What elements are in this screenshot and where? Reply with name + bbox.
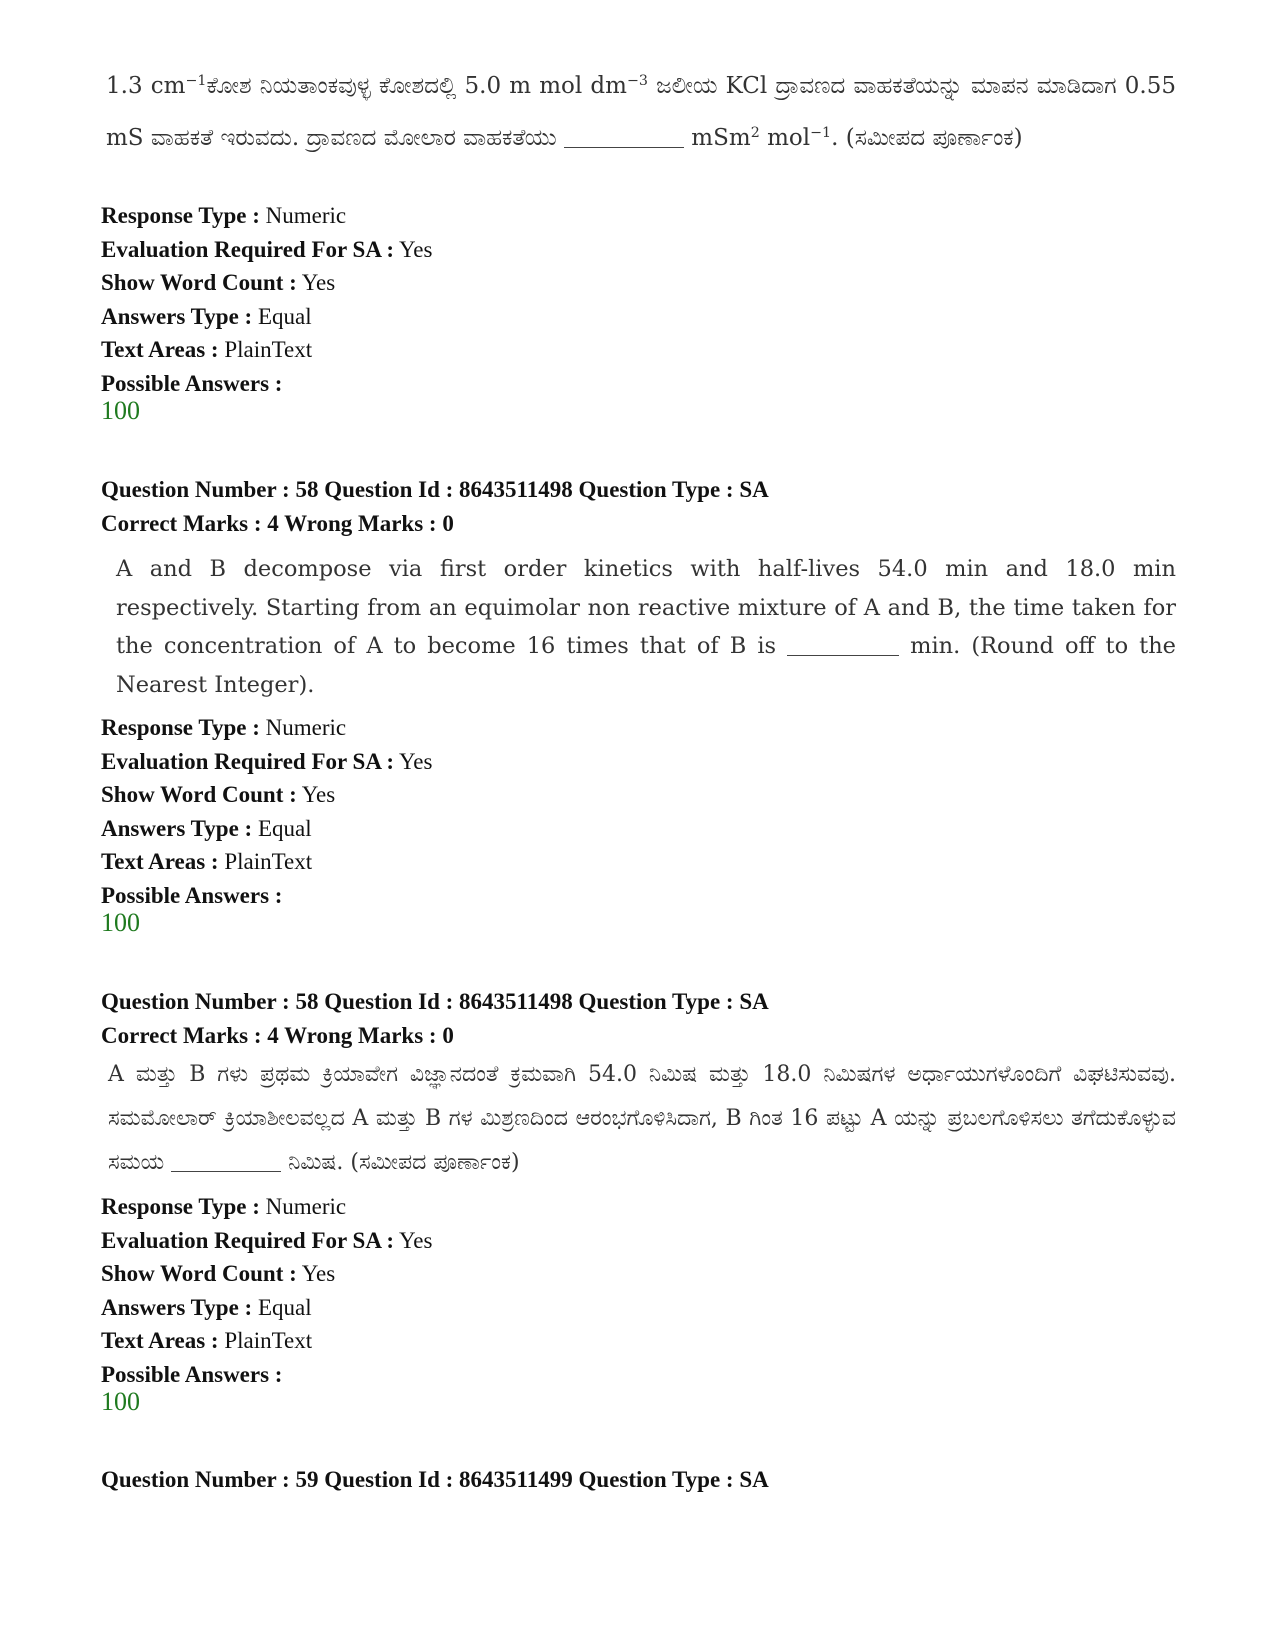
superscript: −3 <box>626 73 648 89</box>
answers-type-row <box>101 1291 432 1325</box>
evaluation-row <box>101 745 432 779</box>
question-header <box>101 985 769 1053</box>
possible-answer-value: 100 <box>101 908 140 937</box>
question-text-part: mSm <box>684 124 751 151</box>
question-meta <box>101 1190 432 1391</box>
meta-value: Equal <box>257 303 312 329</box>
possible-answers-row <box>101 879 432 913</box>
meta-label: Response Type : <box>101 203 260 228</box>
possible-answers-row <box>101 1358 432 1392</box>
question-header <box>101 1463 769 1497</box>
meta-label: Show Word Count : <box>101 1261 297 1286</box>
meta-label: Show Word Count : <box>101 782 297 807</box>
question-text-kannada <box>106 58 1176 162</box>
meta-value: Numeric <box>265 715 347 740</box>
question-text-part: ನಿಮಿಷ. (ಸಮೀಪದ ಪೂರ್ಣಾಂಕ) <box>281 1150 520 1175</box>
meta-value: Yes <box>301 782 336 807</box>
response-type-row <box>101 711 432 745</box>
meta-label: Answers Type : <box>101 815 253 841</box>
question-text-part: min. (Round off to the Nearest Integer). <box>116 633 1176 698</box>
text-areas-row <box>101 333 432 367</box>
question-meta <box>101 199 432 400</box>
meta-label: Show Word Count : <box>101 270 297 295</box>
question-number-line: Question Number : 58 Question Id : 8643511498 Question Type : SA <box>101 989 769 1014</box>
meta-value: Yes <box>399 748 433 774</box>
meta-value: Equal <box>257 1294 312 1320</box>
superscript: −1 <box>810 124 832 141</box>
marks-line: Correct Marks : 4 Wrong Marks : 0 <box>101 511 454 536</box>
question-text-part: 1.3 cm <box>106 72 186 99</box>
meta-label: Possible Answers : <box>101 882 283 908</box>
meta-value: Numeric <box>265 203 347 228</box>
evaluation-row <box>101 1224 432 1258</box>
question-text-english <box>116 550 1176 704</box>
marks-line: Correct Marks : 4 Wrong Marks : 0 <box>101 1023 454 1048</box>
superscript: −1 <box>185 73 207 89</box>
meta-label: Evaluation Required For SA : <box>101 1227 395 1253</box>
word-count-row <box>101 778 432 812</box>
meta-value: PlainText <box>224 1328 313 1353</box>
evaluation-row <box>101 233 432 267</box>
question-text-part: . (ಸಮೀಪದ ಪೂರ್ಣಾಂಕ) <box>831 124 1023 151</box>
question-text-part: A ಮತ್ತು B ಗಳು ಪ್ರಥಮ ಕ್ರಿಯಾವೇಗ ವಿಜ್ಞಾನದಂತೆ ಕ್ರಮವಾಗಿ 54.0 ನಿಮಿಷ ಮತ್ತು 18.0 ನಿಮಿಷಗಳ ಅರ್ಧಾಯುಗಳೊಂದಿಗೆ ವಿಘಟಿಸುವವು. ಸಮಮೋಲಾರ್ ಕ್ರಿಯಾಶೀಲವಲ್ಲದ A ಮತ್ತು B ಗಳ ಮಿಶ್ರಣದಿಂದ ಆರಂಭಗೊಳಿಸಿದಾಗ, B ಗಿಂತ 16 ಪಟ್ಟು A ಯನ್ನು ಪ್ರಬಲಗೊಳಿಸಲು ತಗೆದುಕೊಳ್ಳುವ ಸಮಯ <box>108 1062 1176 1175</box>
meta-label: Answers Type : <box>101 303 253 329</box>
question-number-line: Question Number : 59 Question Id : 8643511499 Question Type : SA <box>101 1467 769 1492</box>
meta-value: PlainText <box>224 849 313 874</box>
word-count-row <box>101 1257 432 1291</box>
meta-label: Answers Type : <box>101 1294 253 1320</box>
question-text-part: ಕೋಶ ನಿಯತಾಂಕವುಳ್ಳ ಕೋಶದಲ್ಲಿ 5.0 m mol dm <box>206 72 627 99</box>
response-type-row <box>101 1190 432 1224</box>
superscript: 2 <box>750 124 760 141</box>
meta-label: Text Areas : <box>101 849 219 874</box>
answer-blank <box>787 633 899 657</box>
text-areas-row <box>101 845 432 879</box>
meta-value: Numeric <box>265 1194 347 1219</box>
possible-answers-row <box>101 367 432 401</box>
possible-answer-value: 100 <box>101 1387 140 1416</box>
word-count-row <box>101 266 432 300</box>
question-text-kannada <box>108 1053 1176 1185</box>
answers-type-row <box>101 812 432 846</box>
answer-blank <box>564 124 684 148</box>
meta-label: Response Type : <box>101 715 260 740</box>
answers-type-row <box>101 300 432 334</box>
meta-label: Possible Answers : <box>101 370 283 396</box>
meta-value: Yes <box>301 270 336 295</box>
meta-label: Text Areas : <box>101 1328 219 1353</box>
text-areas-row <box>101 1324 432 1358</box>
answer-blank <box>171 1149 281 1172</box>
meta-label: Evaluation Required For SA : <box>101 748 395 774</box>
question-meta <box>101 711 432 912</box>
response-type-row <box>101 199 432 233</box>
possible-answer-value: 100 <box>101 396 140 425</box>
question-text-part: ಜಲೀಯ KCl ದ್ರಾವಣದ ವಾಹಕತೆಯನ್ನು ಮಾಪನ ಮಾಡಿದಾಗ 0.55 mS ವಾಹಕತೆ ಇರುವದು. ದ್ರಾವಣದ ಮೋಲಾರ ವಾಹಕತೆಯು <box>106 72 1176 151</box>
question-text-part: mol <box>759 124 811 151</box>
meta-label: Possible Answers : <box>101 1361 283 1387</box>
question-text-part: A and B decompose via first order kinetics with half-lives 54.0 min and 18.0 min respectively. Starting from an equimolar non reactive mixture of A and B, the time taken for the concentration of A to become 16 times that of B is <box>116 556 1176 659</box>
meta-label: Evaluation Required For SA : <box>101 236 395 262</box>
meta-value: Yes <box>399 1227 433 1253</box>
question-header <box>101 473 769 541</box>
meta-value: Equal <box>257 815 312 841</box>
meta-label: Text Areas : <box>101 337 219 362</box>
meta-value: Yes <box>301 1261 336 1286</box>
question-number-line: Question Number : 58 Question Id : 8643511498 Question Type : SA <box>101 477 769 502</box>
meta-label: Response Type : <box>101 1194 260 1219</box>
meta-value: Yes <box>399 236 433 262</box>
meta-value: PlainText <box>224 337 313 362</box>
